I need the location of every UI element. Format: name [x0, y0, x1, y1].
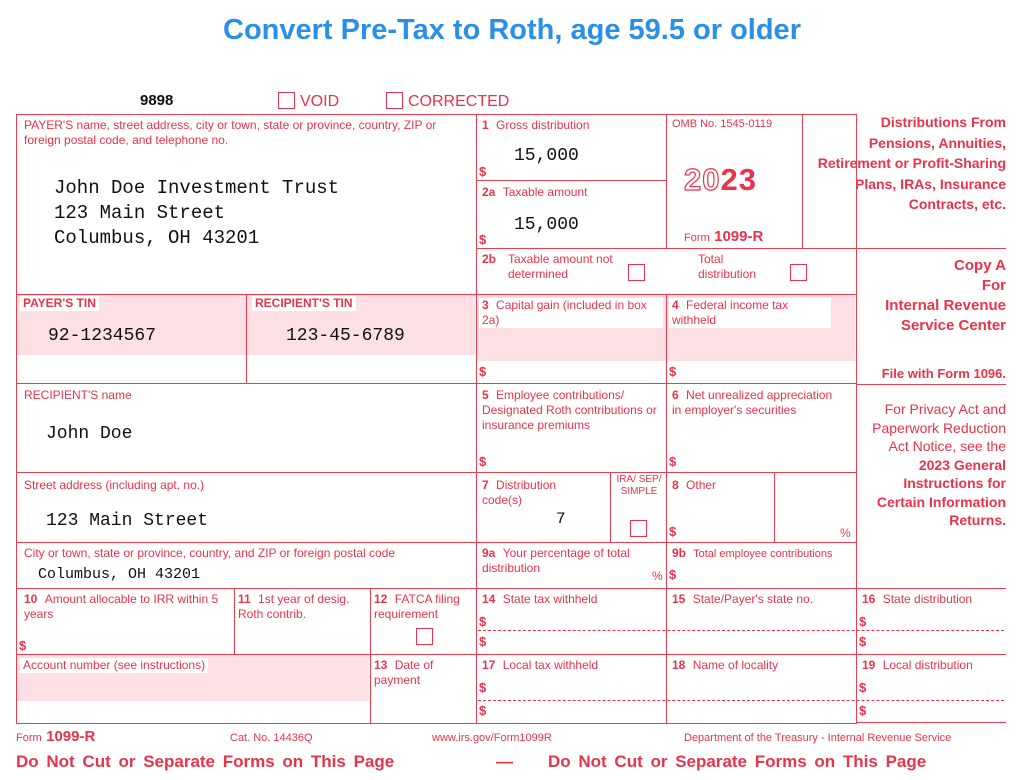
recipient-tin-value: 123-45-6789 — [286, 326, 405, 346]
city-label: City or town, state or province, country, and ZIP or foreign postal code — [24, 546, 396, 560]
void-label: VOID — [300, 93, 340, 110]
street-value: 123 Main Street — [46, 511, 209, 531]
ira-sep-simple-label: IRA/ SEP/ SIMPLE — [616, 474, 662, 497]
box19-num: 19 — [862, 658, 876, 672]
footer-url[interactable]: www.irs.gov/Form1099R — [432, 732, 552, 744]
box16-dollar-1: $ — [859, 614, 867, 629]
box8-percent: % — [840, 526, 851, 540]
box10-dollar: $ — [19, 638, 27, 653]
box8-dollar: $ — [669, 524, 677, 539]
box4-dollar: $ — [669, 364, 677, 379]
privacy-text: For Privacy Act and Paperwork Reduction Act Notice, see the — [872, 401, 1006, 454]
account-label: Account number (see instructions) — [20, 658, 208, 673]
form-title: Distributions From Pensions, Annuities, Retirement or Profit-Sharing Plans, IRAs, Insurance Contracts, etc. — [817, 114, 1006, 212]
box2a-num: 2a — [482, 185, 496, 199]
street-label: Street address (including apt. no.) — [24, 478, 205, 492]
box4-label: Federal income tax withheld — [672, 298, 789, 327]
box1-dollar: $ — [479, 164, 487, 179]
corrected-checkbox[interactable] — [386, 92, 403, 109]
footer-cat-no: Cat. No. 14436Q — [230, 732, 313, 744]
box13-num: 13 — [374, 658, 388, 672]
box5-dollar: $ — [479, 454, 487, 469]
city-value: Columbus, OH 43201 — [38, 566, 201, 583]
payer-label: PAYER'S name, street address, city or town, state or province, country, ZIP or foreign postal code, and telephone no. — [24, 118, 437, 147]
box8-label: Other — [686, 478, 717, 492]
payer-street: 123 Main Street — [54, 202, 226, 224]
ira-sep-simple-checkbox[interactable] — [630, 520, 647, 537]
form-code: 9898 — [140, 92, 174, 109]
box2b-taxable-label: Taxable amount not determined — [508, 252, 613, 281]
box9a-label: Your percentage of total distribution — [482, 546, 630, 575]
box6-dollar: $ — [669, 454, 677, 469]
footer-dept: Department of the Treasury - Internal Revenue Service — [684, 732, 952, 744]
box19-label: Local distribution — [882, 658, 973, 672]
box1-value: 15,000 — [514, 146, 579, 166]
box9b-dollar: $ — [669, 567, 677, 582]
box5-num: 5 — [482, 388, 489, 402]
warning-right: Do Not Cut or Separate Forms on This Page — [548, 752, 927, 771]
omb-number: OMB No. 1545-0119 — [672, 118, 773, 130]
box12-label: FATCA filing requirement — [374, 592, 460, 621]
box18-num: 18 — [672, 658, 686, 672]
box7-value: 7 — [556, 510, 566, 528]
box2a-dollar: $ — [479, 232, 487, 247]
box3-dollar: $ — [479, 364, 487, 379]
box15-label: State/Payer's state no. — [692, 592, 814, 606]
payer-tin-value: 92-1234567 — [48, 326, 157, 346]
box9a-num: 9a — [482, 546, 496, 560]
box3-num: 3 — [482, 298, 489, 312]
footer-form-name: 1099-R — [46, 728, 96, 745]
box7-label: Distribution code(s) — [482, 478, 557, 507]
box10-label: Amount allocable to IRR within 5 years — [24, 592, 219, 621]
payer-city: Columbus, OH 43201 — [54, 227, 260, 249]
void-checkbox[interactable] — [278, 92, 295, 109]
box19-dollar-1: $ — [859, 680, 867, 695]
box1-num: 1 — [482, 118, 489, 132]
footer-form-prefix: Form — [16, 732, 42, 744]
form-grid — [16, 114, 1006, 724]
box11-label: 1st year of desig. Roth contrib. — [238, 592, 350, 621]
box7-num: 7 — [482, 478, 489, 492]
payer-tin-label: PAYER'S TIN — [20, 296, 99, 311]
box2b-total-label: Total distribution — [698, 252, 757, 281]
box1-label: Gross distribution — [496, 118, 590, 132]
copy-a: Copy A — [954, 257, 1006, 274]
box14-dollar-1: $ — [479, 614, 487, 629]
box2a-value: 15,000 — [514, 215, 579, 235]
total-distribution-checkbox[interactable] — [790, 264, 807, 281]
box3-label: Capital gain (included in box 2a) — [482, 298, 647, 327]
box14-num: 14 — [482, 592, 496, 606]
box2b-num: 2b — [482, 252, 497, 266]
page-banner-title: Convert Pre-Tax to Roth, age 59.5 or older — [223, 14, 801, 46]
fatca-checkbox[interactable] — [416, 628, 433, 645]
payer-name: John Doe Investment Trust — [54, 177, 340, 199]
box6-label: Net unrealized appreciation in employer's securities — [672, 388, 833, 417]
year-prefix: 20 — [684, 162, 721, 197]
box8-num: 8 — [672, 478, 679, 492]
box5-label: Employee contributions/ Designated Roth contributions or insurance premiums — [482, 388, 657, 432]
recipient-name-value: John Doe — [46, 424, 133, 444]
box14-label: State tax withheld — [502, 592, 598, 606]
box2a-label: Taxable amount — [502, 185, 588, 199]
box19-dollar-2: $ — [859, 703, 867, 718]
box10-num: 10 — [24, 592, 38, 606]
box13-label: Date of payment — [374, 658, 434, 687]
box17-label: Local tax withheld — [502, 658, 599, 672]
recipient-tin-label: RECIPIENT'S TIN — [252, 296, 356, 311]
box6-num: 6 — [672, 388, 679, 402]
box9b-num: 9b — [672, 546, 687, 560]
privacy-instructions: 2023 General Instructions for Certain Information Returns. — [876, 456, 1006, 528]
box18-label: Name of locality — [692, 658, 779, 672]
box9b-label: Total employee contributions — [693, 548, 833, 560]
file-with: File with Form 1096. — [881, 366, 1006, 381]
copy-irs: Internal Revenue Service Center — [885, 297, 1006, 334]
box16-label: State distribution — [882, 592, 973, 606]
box14-dollar-2: $ — [479, 634, 487, 649]
box17-num: 17 — [482, 658, 496, 672]
box17-dollar-2: $ — [479, 703, 487, 718]
box16-dollar-2: $ — [859, 634, 867, 649]
box9a-percent: % — [652, 569, 663, 583]
box17-dollar-1: $ — [479, 680, 487, 695]
recipient-name-label: RECIPIENT'S name — [24, 388, 132, 402]
copy-for: For — [981, 277, 1006, 294]
warning-left: Do Not Cut or Separate Forms on This Page — [16, 752, 395, 771]
omb-form-prefix: Form — [684, 232, 710, 244]
year-suffix: 23 — [720, 162, 757, 197]
box12-num: 12 — [374, 592, 388, 606]
corrected-label: CORRECTED — [408, 93, 510, 110]
warning-dash: — — [496, 752, 513, 771]
omb-form-name: 1099-R — [714, 228, 764, 245]
box4-num: 4 — [672, 298, 679, 312]
box11-num: 11 — [238, 592, 251, 606]
box15-num: 15 — [672, 592, 686, 606]
box16-num: 16 — [862, 592, 876, 606]
taxable-not-determined-checkbox[interactable] — [628, 264, 645, 281]
